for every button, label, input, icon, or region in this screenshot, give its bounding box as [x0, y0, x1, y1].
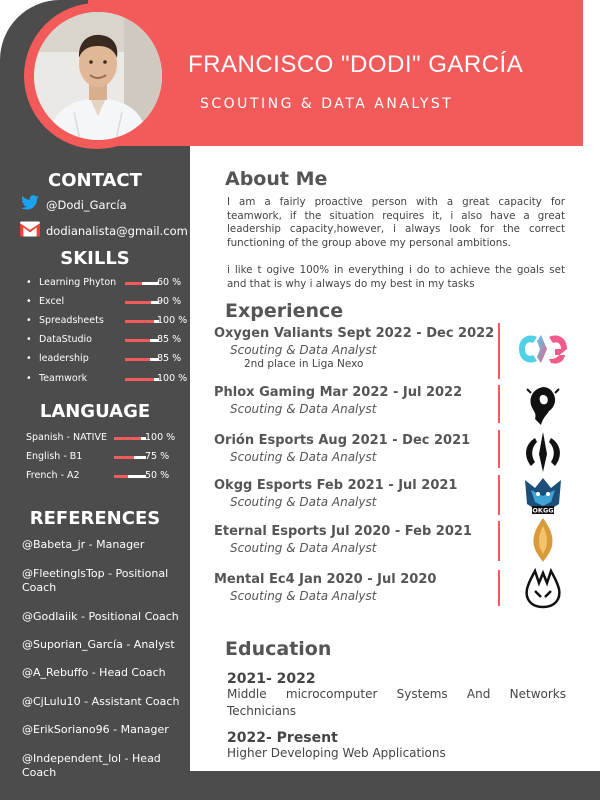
skill-item: [26, 315, 190, 329]
skill-label: Teamwork: [39, 373, 88, 384]
skill-bar-fill: [125, 339, 150, 342]
language-heading: LANGUAGE: [39, 401, 151, 422]
language-item: [26, 451, 190, 465]
language-item: [26, 470, 190, 484]
experience-heading: Experience: [225, 300, 344, 322]
contact-email[interactable]: [20, 221, 188, 240]
experience-role: Scouting & Data Analyst: [230, 495, 377, 509]
candidate-role: SCOUTING & DATA ANALYST: [200, 96, 454, 112]
reference-item: @FleetinglsTop - Positional Coach: [22, 567, 169, 594]
reference-item: @Suporian_García - Analyst: [22, 638, 175, 651]
experience-divider: [498, 570, 500, 606]
twitter-handle: @Dodi_García: [46, 197, 127, 212]
education-year: 2021- 2022: [227, 671, 316, 687]
education-year: 2022- Present: [227, 730, 338, 746]
skill-percent: 100 %: [157, 315, 188, 326]
language-bar: [114, 456, 146, 459]
oxygen-logo: [514, 325, 572, 373]
skill-item: [26, 373, 190, 387]
reference-item: @ErikSoriano96 - Manager: [22, 723, 169, 736]
language-bar-fill: [114, 456, 134, 459]
education-desc: Middle microcomputer Systems And Networks Technicians: [227, 687, 566, 718]
experience-item: [214, 478, 504, 509]
bullet-icon: •: [26, 334, 32, 345]
language-bar-fill: [114, 437, 141, 440]
skill-bar-fill: [125, 320, 154, 323]
experience-title: Eternal Esports Jul 2020 - Feb 2021: [214, 524, 472, 539]
skills-heading: SKILLS: [60, 248, 130, 269]
skill-bar: [125, 301, 159, 304]
experience-title: Oxygen Valiants Sept 2022 - Dec 2022: [214, 326, 495, 341]
about-paragraph-1: I am a fairly proactive person with a great capacity for teamwork, if the situation requires it, i also have a great leadership capacity,however, i always look for the correct functioning of the group above my personal ambitions.: [227, 196, 565, 249]
okgg-logo-text: OKGG: [532, 506, 554, 515]
experience-divider: [498, 430, 500, 468]
avatar: [34, 12, 162, 140]
about-heading: About Me: [225, 168, 328, 190]
experience-title: Phlox Gaming Mar 2022 - Jul 2022: [214, 385, 463, 400]
skill-bar: [125, 339, 159, 342]
language-bar: [114, 437, 146, 440]
experience-title: Mental Ec4 Jan 2020 - Jul 2020: [214, 572, 437, 587]
skill-label: DataStudio: [39, 334, 92, 345]
skill-bar: [125, 282, 159, 285]
language-label: English - B1: [26, 451, 83, 462]
bullet-icon: •: [26, 277, 32, 288]
language-percent: 100 %: [145, 432, 176, 443]
skill-label: Spreadsheets: [39, 315, 104, 326]
contact-twitter[interactable]: [20, 195, 127, 214]
bullet-icon: •: [26, 353, 32, 364]
experience-item: [214, 524, 504, 555]
gmail-icon: [20, 221, 40, 240]
skill-percent: 100 %: [157, 373, 188, 384]
skill-label: Excel: [39, 296, 65, 307]
references-heading: REFERENCES: [29, 508, 161, 529]
experience-divider: [498, 475, 500, 515]
experience-divider: [498, 323, 500, 379]
language-percent: 75 %: [145, 451, 170, 462]
skill-percent: 60 %: [157, 277, 182, 288]
skill-percent: 85 %: [157, 334, 182, 345]
language-label: French - A2: [26, 470, 80, 481]
experience-divider: [498, 385, 500, 423]
avatar-photo: [34, 12, 162, 140]
skill-item: [26, 296, 190, 310]
candidate-name: FRANCISCO "DODI" GARCÍA: [188, 51, 524, 78]
eternal-logo: [514, 516, 572, 564]
experience-role: Scouting & Data Analyst: [230, 402, 377, 416]
experience-role: Scouting & Data Analyst: [230, 541, 377, 555]
reference-item: @CjLulu10 - Assistant Coach: [22, 695, 180, 708]
footer-bar: [190, 771, 600, 800]
experience-title: Okgg Esports Feb 2021 - Jul 2021: [214, 478, 458, 493]
experience-item: [214, 385, 504, 416]
skill-bar: [125, 358, 159, 361]
bullet-icon: •: [26, 315, 32, 326]
skill-percent: 85 %: [157, 353, 182, 364]
experience-divider: [498, 521, 500, 561]
experience-item: [214, 326, 504, 370]
skill-label: Learning Phyton: [39, 277, 117, 288]
reference-item: @Babeta_jr - Manager: [22, 538, 145, 551]
language-item: [26, 432, 190, 446]
okgg-logo: [514, 472, 572, 520]
language-percent: 50 %: [145, 470, 170, 481]
bullet-icon: •: [26, 296, 32, 307]
skill-item: [26, 353, 190, 367]
mental-logo: [514, 565, 572, 613]
experience-item: [214, 433, 504, 464]
reference-item: @Independent_lol - Head Coach: [22, 752, 161, 779]
experience-role: Scouting & Data Analyst: [230, 589, 377, 603]
skill-item: [26, 277, 190, 291]
skill-bar-fill: [125, 282, 142, 285]
experience-item: [214, 572, 504, 603]
education-desc: Higher Developing Web Applications: [227, 746, 446, 760]
experience-role: Scouting & Data Analyst: [230, 450, 377, 464]
experience-note: 2nd place in Liga Nexo: [244, 358, 364, 370]
skill-percent: 90 %: [157, 296, 182, 307]
reference-item: @A_Rebuffo - Head Coach: [22, 666, 166, 679]
contact-heading: CONTACT: [48, 170, 142, 191]
language-label: Spanish - NATIVE: [26, 432, 107, 443]
phlox-logo: [514, 382, 572, 430]
about-text: [227, 196, 565, 291]
skill-label: leadership: [39, 353, 89, 364]
language-bar: [114, 475, 146, 478]
orion-logo: [514, 428, 572, 476]
email-address: dodianalista@gmail.com: [46, 223, 188, 238]
skill-bar-fill: [125, 358, 150, 361]
bullet-icon: •: [26, 373, 32, 384]
experience-title: Orión Esports Aug 2021 - Dec 2021: [214, 433, 471, 448]
skill-item: [26, 334, 190, 348]
skill-bar: [125, 378, 159, 381]
twitter-icon: [20, 195, 40, 214]
reference-item: @Godlaiik - Positional Coach: [22, 610, 179, 623]
about-paragraph-2: i like t ogive 100% in everything i do to achieve the goals set and that is why i always do my best in my tasks: [227, 263, 565, 290]
skill-bar-fill: [125, 301, 151, 304]
skill-bar: [125, 320, 159, 323]
education-heading: Education: [225, 638, 332, 660]
skill-bar-fill: [125, 378, 154, 381]
experience-role: Scouting & Data Analyst: [230, 343, 377, 357]
language-bar-fill: [114, 475, 128, 478]
